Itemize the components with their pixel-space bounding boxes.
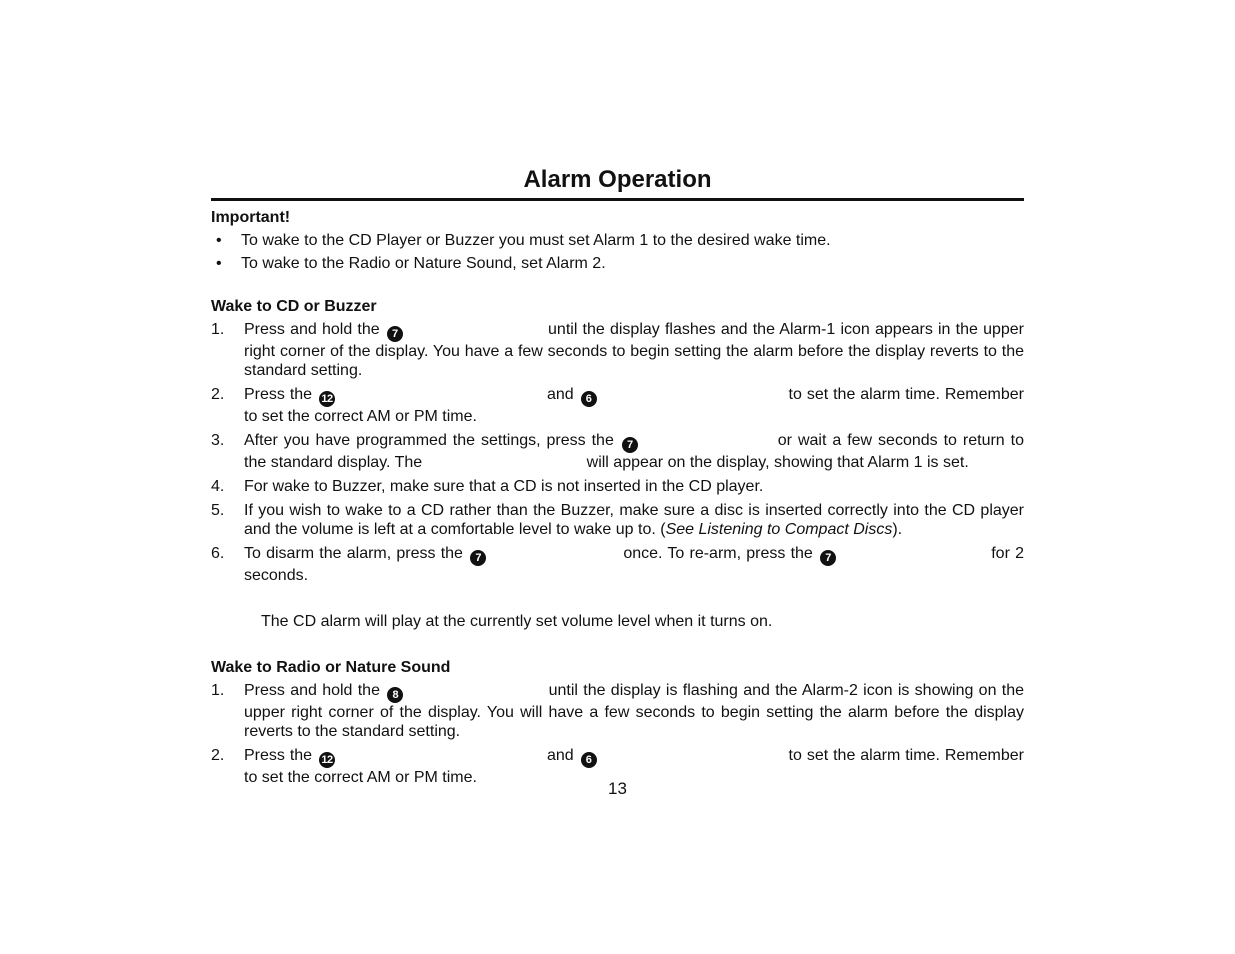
button-8-icon: 8 (387, 687, 403, 703)
document-page (211, 165, 1024, 792)
list-item: 5. If you wish to wake to a CD rather than the Buzzer, make sure a disc is inserted correctly into the CD player and the volume is left at a comfortable level to wake up to. (See Listening to Compact Discs). (211, 502, 1024, 538)
important-heading: Important! (211, 209, 291, 226)
page-number: 13 (608, 779, 627, 798)
button-6-icon: 6 (581, 391, 597, 407)
list-item: 2. Press the 12 and 6 to set the alarm time. Remember to set the correct AM or PM time. (211, 747, 1024, 786)
list-item: 3. After you have programmed the settings, press the 7 or wait a few seconds to return to the standard display. The will appear on the display, showing that Alarm 1 is set. (211, 432, 1024, 471)
step-number: 4. (211, 478, 225, 495)
button-6-icon: 6 (581, 752, 597, 768)
step-number: 2. (211, 386, 225, 403)
list-item: 1. Press and hold the 8 until the display is flashing and the Alarm-2 icon is showing on the upper right corner of the display. You will have a few seconds to begin setting the alarm before the display reverts to the standard setting. (211, 682, 1025, 740)
page-title: Alarm Operation (211, 165, 1024, 201)
bullet-icon: • (216, 255, 222, 272)
list-item: 4. For wake to Buzzer, make sure that a CD is not inserted in the CD player. (211, 478, 764, 495)
important-list (211, 231, 1024, 273)
list-item: • To wake to the Radio or Nature Sound, set Alarm 2. (216, 255, 606, 272)
button-7-icon: 7 (387, 326, 403, 342)
wake-cd-heading: Wake to CD or Buzzer (211, 298, 377, 315)
list-item: 1. Press and hold the 7 until the display flashes and the Alarm-1 icon appears in the upper right corner of the display. You have a few seconds to begin setting the alarm before the display reverts to the standard setting. (211, 321, 1024, 379)
wake-radio-heading: Wake to Radio or Nature Sound (211, 659, 451, 676)
button-12-icon: 12 (319, 752, 335, 768)
button-7-icon: 7 (622, 437, 638, 453)
wake-cd-steps (211, 320, 1024, 585)
step-number: 1. (211, 682, 225, 699)
step-number: 6. (211, 545, 225, 562)
step-number: 3. (211, 432, 225, 449)
button-7-icon: 7 (470, 550, 486, 566)
button-7-icon: 7 (820, 550, 836, 566)
list-item: 2. Press the 12 and 6 to set the alarm time. Remember to set the correct AM or PM time. (211, 386, 1024, 425)
button-12-icon: 12 (319, 391, 335, 407)
cd-alarm-note: The CD alarm will play at the currently set volume level when it turns on. (261, 613, 773, 630)
wake-radio-steps (211, 681, 1024, 787)
step-number: 1. (211, 321, 225, 338)
list-item: 6. To disarm the alarm, press the 7 once. To re-arm, press the 7 for 2 seconds. (211, 545, 1025, 584)
list-item: • To wake to the CD Player or Buzzer you must set Alarm 1 to the desired wake time. (216, 232, 831, 249)
bullet-icon: • (216, 232, 222, 249)
step-number: 2. (211, 747, 225, 764)
step-number: 5. (211, 502, 225, 519)
